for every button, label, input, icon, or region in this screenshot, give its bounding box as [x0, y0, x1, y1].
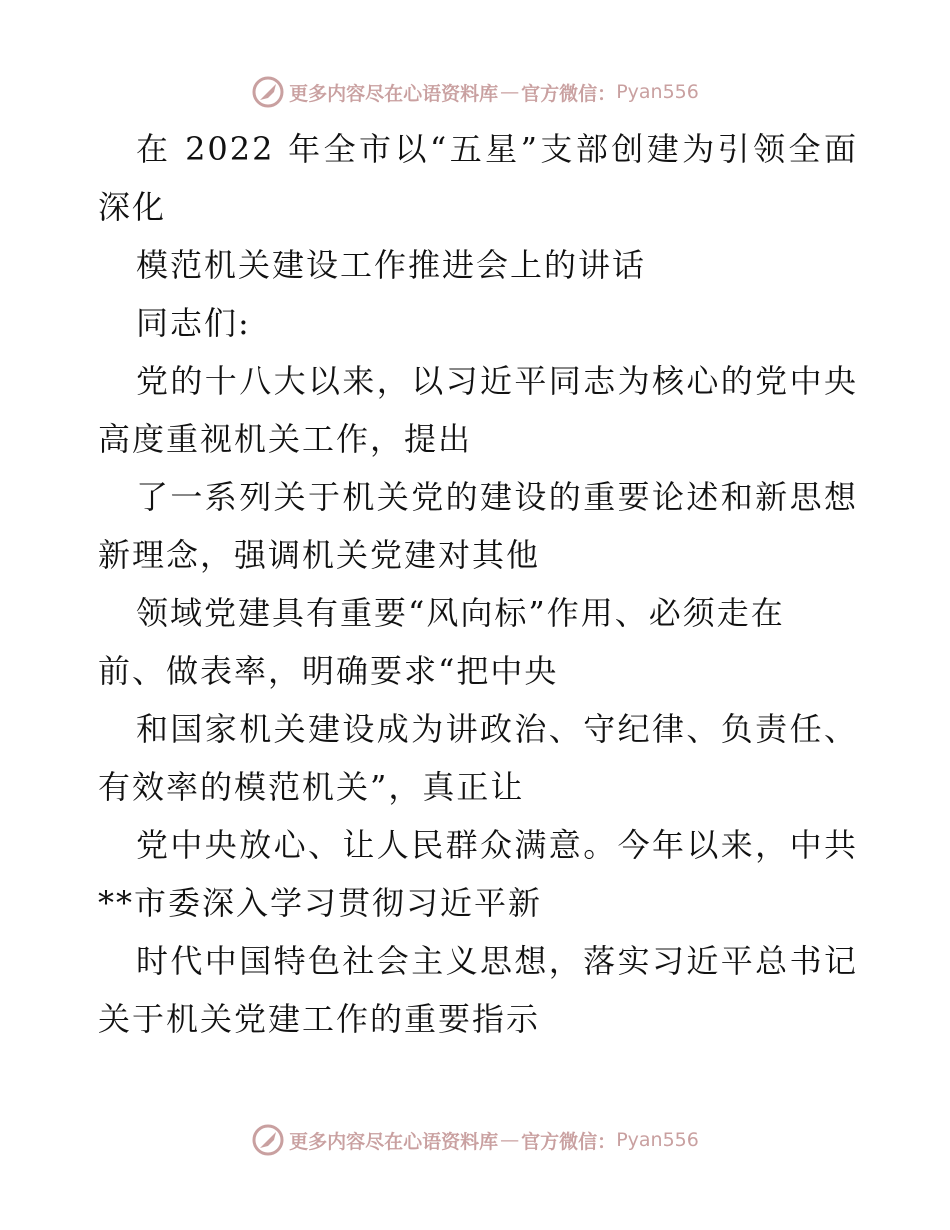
- watermark-text: 更多内容尽在心语资料库: [289, 1130, 499, 1153]
- doc-line: 模范机关建设工作推进会上的讲话: [136, 246, 647, 284]
- doc-line: 党中央放心、让人民群众满意。今年以来，中共: [136, 826, 858, 864]
- document-body: [98, 120, 858, 1048]
- doc-line: 同志们:: [136, 304, 251, 342]
- watermark-separator: —: [500, 81, 520, 103]
- doc-line: 前、做表率，明确要求“把中央: [98, 652, 559, 690]
- watermark-wechat-id: Pyan556: [616, 1129, 699, 1151]
- footer-watermark-banner: [0, 1120, 950, 1160]
- watermark-text: 更多内容尽在心语资料库: [289, 82, 499, 105]
- doc-line: 新理念，强调机关党建对其他: [98, 536, 541, 574]
- doc-line: 领域党建具有重要“风向标”作用、必须走在: [136, 594, 785, 632]
- doc-line: 和国家机关建设成为讲政治、守纪律、负责任、: [136, 710, 858, 748]
- feather-circle-logo: [251, 1123, 285, 1157]
- doc-line: **市委深入学习贯彻习近平新: [98, 884, 543, 922]
- doc-line: 关于机关党建工作的重要指示: [98, 1000, 541, 1038]
- doc-line: 有效率的模范机关”，真正让: [98, 768, 525, 806]
- doc-line: 在 2022 年全市以“五星”支部创建为引领全面: [136, 130, 858, 168]
- feather-circle-logo: [251, 75, 285, 109]
- watermark-separator: —: [500, 1129, 520, 1151]
- doc-line: 时代中国特色社会主义思想，落实习近平总书记: [136, 942, 858, 980]
- doc-line: 党的十八大以来，以习近平同志为核心的党中央: [136, 362, 858, 400]
- watermark-wechat-id: Pyan556: [616, 81, 699, 103]
- watermark-wechat-label: 官方微信：: [521, 1130, 617, 1153]
- doc-line: 高度重视机关工作，提出: [98, 420, 473, 458]
- watermark-wechat-label: 官方微信：: [521, 82, 617, 105]
- doc-line: 了一系列关于机关党的建设的重要论述和新思想: [136, 478, 858, 516]
- doc-line: 深化: [98, 188, 167, 226]
- header-watermark-banner: [0, 72, 950, 112]
